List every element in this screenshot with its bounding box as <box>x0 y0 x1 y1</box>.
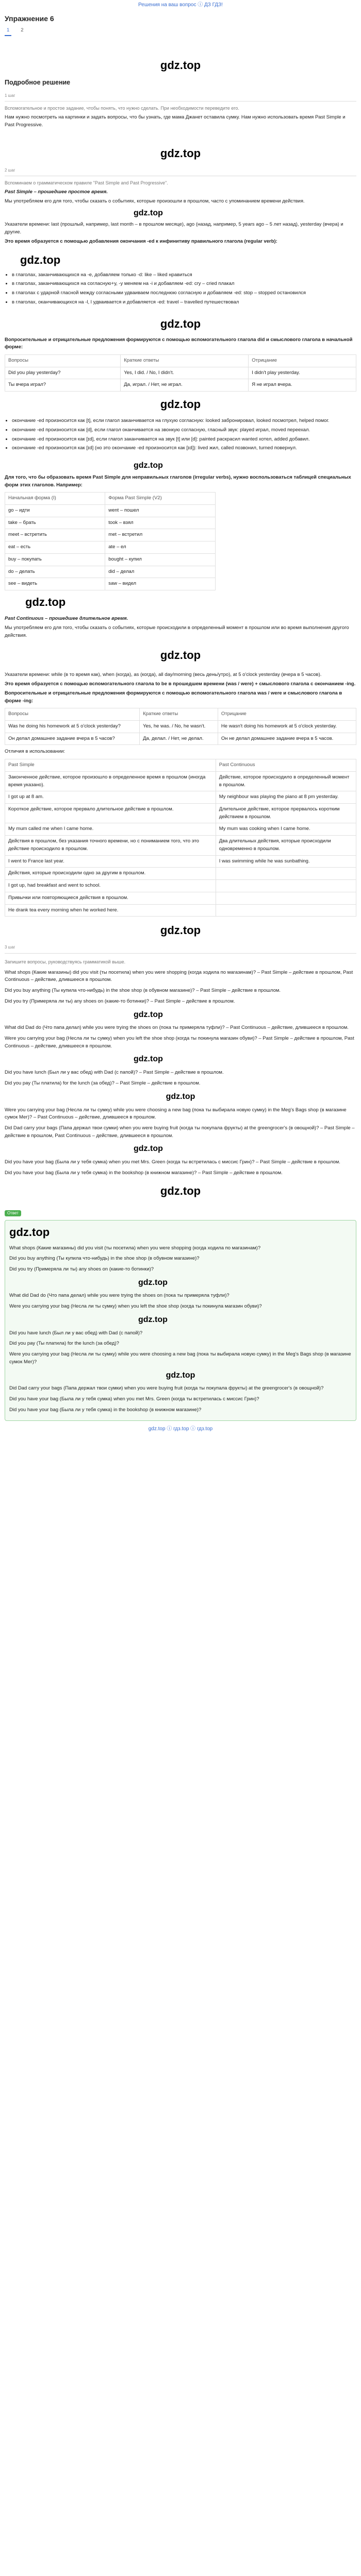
table-row <box>5 379 356 392</box>
table-cell: Действия, которые происходили одно за другим в прошлом. <box>5 868 216 880</box>
table-cell: meet – встретить <box>5 529 105 541</box>
table-cell: Да, делал. / Нет, не делал. <box>140 733 218 745</box>
paragraph: Мы употребляем его для того, чтобы сказать о событиях, которые произошли в прошлом, часто с упоминанием времени действия. <box>5 198 305 204</box>
list-item: • окончание -ed произносится как [ɪd], если глагол заканчивается на звук [t] или [d]: painted раскрасил wanted хотел, added добавил. <box>12 436 356 444</box>
table-cell: I went to France last year. <box>5 855 216 868</box>
table-cell: Да, играл. / Нет, не играл. <box>121 379 249 392</box>
watermark: gdz.top <box>134 461 163 470</box>
paragraph: Это время образуется с помощью добавления окончания -ed к инфинитиву правильного глагола (regular verb): <box>5 238 277 244</box>
watermark: gdz.top <box>9 1226 50 1239</box>
list-item: Did you try (Примеряла ли ты) any shoes on (какие-то ботинки)? – Past Simple – действие в прошлом. <box>5 998 235 1004</box>
page-tabs <box>5 27 356 37</box>
answer-item: Did you have your bag (Была ли у тебя сумка) in the bookshop (в книжном магазине)? <box>9 1406 202 1413</box>
section-heading: Past Simple – прошедшее простое время. <box>5 189 108 195</box>
answer-item: Were you carrying your bag (Несла ли ты сумку) while you were choosing a new bag (пока ты выбирала новую сумку) in the Meg's Bags shop (в магазине сумок Мег)? <box>9 1351 351 1365</box>
top-banner <box>5 0 356 8</box>
table-cell: Did you play yesterday? <box>5 367 121 379</box>
table-cell: I got up at 8 am. <box>5 791 216 804</box>
watermark: gdz.top <box>134 1055 163 1064</box>
watermark: gdz.top <box>138 1278 168 1287</box>
table-row <box>5 517 216 529</box>
list-item: Did you have lunch (Был ли у вас обед) with Dad (с папой)? – Past Simple – действие в прошлом. <box>5 1070 224 1076</box>
paragraph: Вопросительные и отрицательные предложения формируются с помощью вспомогательного глагола was / were и смыслового глагола в форме -ing: <box>5 690 342 704</box>
table-header: Краткие ответы <box>121 354 249 367</box>
table-row <box>5 892 356 904</box>
list-item: • в глаголах с ударной гласной между согласными удваиваем последнюю согласную и добавляем -ed: stop – stopped остановился <box>12 290 356 297</box>
list-item: • окончание -ed произносится как [ɪd] (но это окончание -ed произносится как [ɪd]): lived жил, called позвонил, turned повернул. <box>12 445 356 452</box>
table-cell: My mum called me when I came home. <box>5 823 216 836</box>
table-row <box>5 836 356 855</box>
step-label: 3 шаг <box>5 945 15 950</box>
list-item: Did you buy anything (Ты купила что-нибудь) in the shoe shop (в обувном магазине)? – Past Simple – действие в прошлом. <box>5 988 281 994</box>
watermark: gdz.top <box>160 649 201 662</box>
paragraph: Указатели времени: while (в то время как), when (когда), as (когда), all day/morning (весь день/утро), at 5 o'clock yesterday (вчера в 5 часов). <box>5 672 322 678</box>
list-item: Were you carrying your bag (Несла ли ты сумку) when you left the shoe shop (когда ты покинула магазин обуви)? – Past Simple – действие в прошлом, Past Continuous – действие, длившееся в прошлом. <box>5 1036 354 1049</box>
paragraph: Отличия в использовании: <box>5 749 65 755</box>
exercise-title: Упражнение 6 <box>5 14 54 23</box>
answer-item: Did you try (Примеряла ли ты) any shoes on (какие-то ботинки)? <box>9 1266 154 1272</box>
list-item: Were you carrying your bag (Несла ли ты сумку) while you were choosing a new bag (пока ты выбирала новую сумку) in the Meg's Bags shop (в магазине сумок Мег)? – Past Continuous – действие, длившееся в прошлом. <box>5 1107 347 1121</box>
step-intro: Вспоминаем о грамматическом правиле "Past Simple and Past Progressive". <box>5 180 168 186</box>
table-cell: Was he doing his homework at 5 o'clock yesterday? <box>5 721 140 733</box>
table-cell: ate – ел <box>105 541 216 554</box>
table-header: Отрицание <box>218 708 356 721</box>
answer-box <box>5 1220 356 1420</box>
step-intro: Вспомогательное и простое задание, чтобы понять, что нужно сделать. При необходимости переведите его. <box>5 106 239 111</box>
table-cell: Короткое действие, которое прервало длительное действие в прошлом. <box>5 804 216 823</box>
bottom-links <box>5 1425 356 1433</box>
table-header: Краткие ответы <box>140 708 218 721</box>
table-row <box>5 904 356 917</box>
list-item: Did you have your bag (Была ли у тебя сумка) in the bookshop (в книжном магазине)? – Past Simple – действие в прошлом. <box>5 1170 283 1176</box>
table-cell: Он делал домашнее задание вчера в 5 часов? <box>5 733 140 745</box>
table-cell: My mum was cooking when I came home. <box>216 823 356 836</box>
answer-item: Did you have your bag (Была ли у тебя сумка) when you met Mrs. Green (когда ты встретилась с миссис Грин)? <box>9 1396 259 1402</box>
table-cell: go – идти <box>5 505 105 517</box>
paragraph: Мы употребляем его для того, чтобы сказать о событиях, которые происходили в определенный момент в прошлом или во время выполнения другого действия. <box>5 624 349 638</box>
watermark: gdz.top <box>20 253 61 267</box>
watermark: gdz.top <box>134 1010 163 1019</box>
table-cell: eat – есть <box>5 541 105 554</box>
watermark: gdz.top <box>166 1092 195 1101</box>
step-3 <box>5 953 356 1200</box>
answer-item: Were you carrying your bag (Несла ли ты сумку) when you left the shoe shop (когда ты покинула магазин обуви)? <box>9 1303 262 1310</box>
answer-item: What shops (Какие магазины) did you visit (ты посетила) when you were shopping (когда ходила по магазинам)? <box>9 1245 261 1251</box>
difference-table <box>5 759 356 917</box>
answer-item: Did you have lunch (Был ли у вас обед) with Dad (с папой)? <box>9 1330 143 1336</box>
table-cell: buy – покупать <box>5 553 105 566</box>
table-header: Past Continuous <box>216 759 356 772</box>
solution-title: Подробное решение <box>5 78 71 86</box>
table-cell <box>216 880 356 892</box>
table-row <box>5 505 216 517</box>
table-cell: took – взял <box>105 517 216 529</box>
answer-item: Did you pay (Ты платила) for the lunch (за обед)? <box>9 1341 119 1347</box>
top-banner-link[interactable]: Решения на ваш вопрос ⓘ ДЗ ГДЗ! <box>138 2 223 8</box>
list-item: • окончание -ed произносится как [t], если глагол заканчивается на глухую согласную: looked забронировал, looked посмотрел, helped помог. <box>12 417 356 425</box>
table-header: Вопросы <box>5 708 140 721</box>
list-item: • в глаголах, оканчивающихся на -l, l удваивается и добавляется -ed: travel – travelled путешествовал <box>12 299 356 307</box>
table-cell: Yes, I did. / No, I didn't. <box>121 367 249 379</box>
section-heading: Past Continuous – прошедшее длительное время. <box>5 616 128 622</box>
watermark: gdz.top <box>25 596 66 609</box>
table-cell <box>216 868 356 880</box>
rule-list <box>12 272 356 307</box>
table-row <box>5 823 356 836</box>
table-row <box>5 367 356 379</box>
table-cell: Ты вчера играл? <box>5 379 121 392</box>
list-item: Did you pay (Ты платила) for the lunch (за обед)? – Past Simple – действие в прошлом. <box>5 1080 201 1086</box>
answer-item: Did Dad carry your bags (Папа держал твои сумки) when you were buying fruit (когда ты покупала фрукты) at the greengrocer's (в овощной)? <box>9 1385 324 1392</box>
list-item: Did you have your bag (Была ли у тебя сумка) when you met Mrs. Green (когда ты встретилась с миссис Грин)? – Past Simple – действие в прошлом. <box>5 1159 340 1165</box>
paragraph: Для того, что бы образовать время Past Simple для неправильных глаголов (irregular verbs), нужно воспользоваться таблицей специальных форм этих глаголов. Например: <box>5 474 351 488</box>
step-label: 2 шаг <box>5 167 15 173</box>
step-2 <box>5 176 356 939</box>
answer-item: Did you buy anything (Ты купила что-нибудь) in the shoe shop (в обувном магазине)? <box>9 1256 200 1262</box>
answer-badge: Ответ <box>5 1210 21 1216</box>
table-row <box>5 855 356 868</box>
table-header: Форма Past Simple (V2) <box>105 493 216 505</box>
table-cell: do – делать <box>5 566 105 578</box>
watermark: gdz.top <box>138 1315 168 1324</box>
answer-item: What did Dad do (Что папа делал) while you were trying the shoes on (пока ты примеряла туфли)? <box>9 1293 229 1299</box>
watermark: gdz.top <box>134 1144 163 1154</box>
list-item: What did Dad do (Что папа делал) while you were trying the shoes on (пока ты примеряла туфли)? – Past Continuous – действие, длившееся в прошлом. <box>5 1025 349 1031</box>
step-intro: Запишите вопросы, руководствуясь грамматикой выше. <box>5 959 126 964</box>
table-row <box>5 566 216 578</box>
table-cell <box>216 892 356 904</box>
table-row <box>5 880 356 892</box>
table-cell: Yes, he was. / No, he wasn't. <box>140 721 218 733</box>
table-row <box>5 771 356 791</box>
table-cell: I got up, had breakfast and went to school. <box>5 880 216 892</box>
step-1 <box>5 101 356 129</box>
table-cell: take – брать <box>5 517 105 529</box>
table-cell: He wasn't doing his homework at 5 o'clock yesterday. <box>218 721 356 733</box>
table-cell: saw – видел <box>105 578 216 590</box>
continuous-question-table <box>5 708 356 745</box>
table-cell: Я не играл вчера. <box>249 379 356 392</box>
table-cell: Два длительных действия, которые происходили одновременно в прошлом. <box>216 836 356 855</box>
paragraph: Вопросительные и отрицательные предложения формируются с помощью вспомогательного глагола did и смыслового глагола в начальной форме: <box>5 336 353 350</box>
table-cell: Законченное действие, которое произошло в определенное время в прошлом (иногда время указано). <box>5 771 216 791</box>
table-cell: My neighbour was playing the piano at 8 pm yesterday. <box>216 791 356 804</box>
table-row <box>5 541 216 554</box>
table-row <box>5 578 216 590</box>
table-row <box>5 804 356 823</box>
watermark: gdz.top <box>160 59 201 72</box>
paragraph: Указатели времени: last (прошлый, например, last month – в прошлом месяце), ago (назад, например, 5 years ago – 5 лет назад), yesterday (вчера) и другие. <box>5 222 343 235</box>
table-cell: see – видеть <box>5 578 105 590</box>
table-cell: I was swimming while he was sunbathing. <box>216 855 356 868</box>
table-header: Начальная форма (I) <box>5 493 105 505</box>
watermark: gdz.top <box>160 924 201 937</box>
table-header: Отрицание <box>249 354 356 367</box>
table-cell: Он не делал домашнее задание вчера в 5 часов. <box>218 733 356 745</box>
table-cell: Привычки или повторяющиеся действия в прошлом. <box>5 892 216 904</box>
list-item: • в глаголах, заканчивающихся на -е, добавляем только -d: like – liked нравиться <box>12 272 356 279</box>
question-table <box>5 354 356 392</box>
list-item: • окончание -ed произносится как [d], если глагол оканчивается на звонкую согласную, гласный звук: played играл, moved переехал. <box>12 427 356 434</box>
list-item: Did Dad carry your bags (Папа держал твои сумки) when you were buying fruit (когда ты покупала фрукты) at the greengrocer's (в овощной)? – Past Simple – действие в прошлом, Past Continuous – действие, длившееся в прошлом. <box>5 1125 355 1139</box>
table-header: Past Simple <box>5 759 216 772</box>
watermark: gdz.top <box>160 146 201 160</box>
table-row <box>5 791 356 804</box>
watermark: gdz.top <box>160 1184 201 1197</box>
table-row <box>5 733 356 745</box>
pronunciation-list <box>12 417 356 452</box>
watermark: gdz.top <box>160 398 201 411</box>
watermark: gdz.top <box>134 208 163 217</box>
paragraph: Нам нужно посмотреть на картинки и задать вопросы, что бы узнать, где мама Джанет оставила сумку. Нам нужно использовать время Past Simple и Past Progressive. <box>5 114 346 128</box>
list-item: • в глаголах, заканчивающихся на согласную+у, -у меняем на -i и добавляем -ed: cry – cried плакал <box>12 280 356 288</box>
table-cell: He drank tea every morning when he worked here. <box>5 904 216 917</box>
page-tab-2[interactable]: 2 <box>21 27 24 33</box>
table-cell: Действие, которое происходило в определенный момент в прошлом. <box>216 771 356 791</box>
table-cell <box>216 904 356 917</box>
page-tab-1[interactable]: 1 <box>5 27 11 37</box>
table-cell: met – встретил <box>105 529 216 541</box>
table-row <box>5 868 356 880</box>
step-label: 1 шаг <box>5 93 15 98</box>
paragraph: Это время образуется с помощью вспомогательного глагола to be в прошедшем времени (was / were) + смыслового глагола с окончанием -ing. <box>5 681 356 687</box>
table-cell: went – пошел <box>105 505 216 517</box>
watermark: gdz.top <box>160 317 201 331</box>
table-header: Вопросы <box>5 354 121 367</box>
table-row <box>5 553 216 566</box>
irregular-verbs-table <box>5 492 216 590</box>
watermark: gdz.top <box>166 1370 195 1380</box>
table-cell: I didn't play yesterday. <box>249 367 356 379</box>
table-cell: bought – купил <box>105 553 216 566</box>
table-cell: Длительное действие, которое прервалось коротким действием в прошлом. <box>216 804 356 823</box>
list-item: What shops (Какие магазины) did you visit (ты посетила) when you were shopping (когда ходила по магазинам)? – Past Simple – действие в прошлом, Past Continuous – действие, длившееся в прошлом. <box>5 969 353 983</box>
table-cell: did – делал <box>105 566 216 578</box>
table-row <box>5 529 216 541</box>
table-row <box>5 721 356 733</box>
table-cell: Действия в прошлом, без указания точного времени, но с пониманием того, что это действие происходило в прошлом. <box>5 836 216 855</box>
bottom-link[interactable]: gdz.top ⓘ гдз.top ⓘ гдз.top <box>148 1426 213 1432</box>
